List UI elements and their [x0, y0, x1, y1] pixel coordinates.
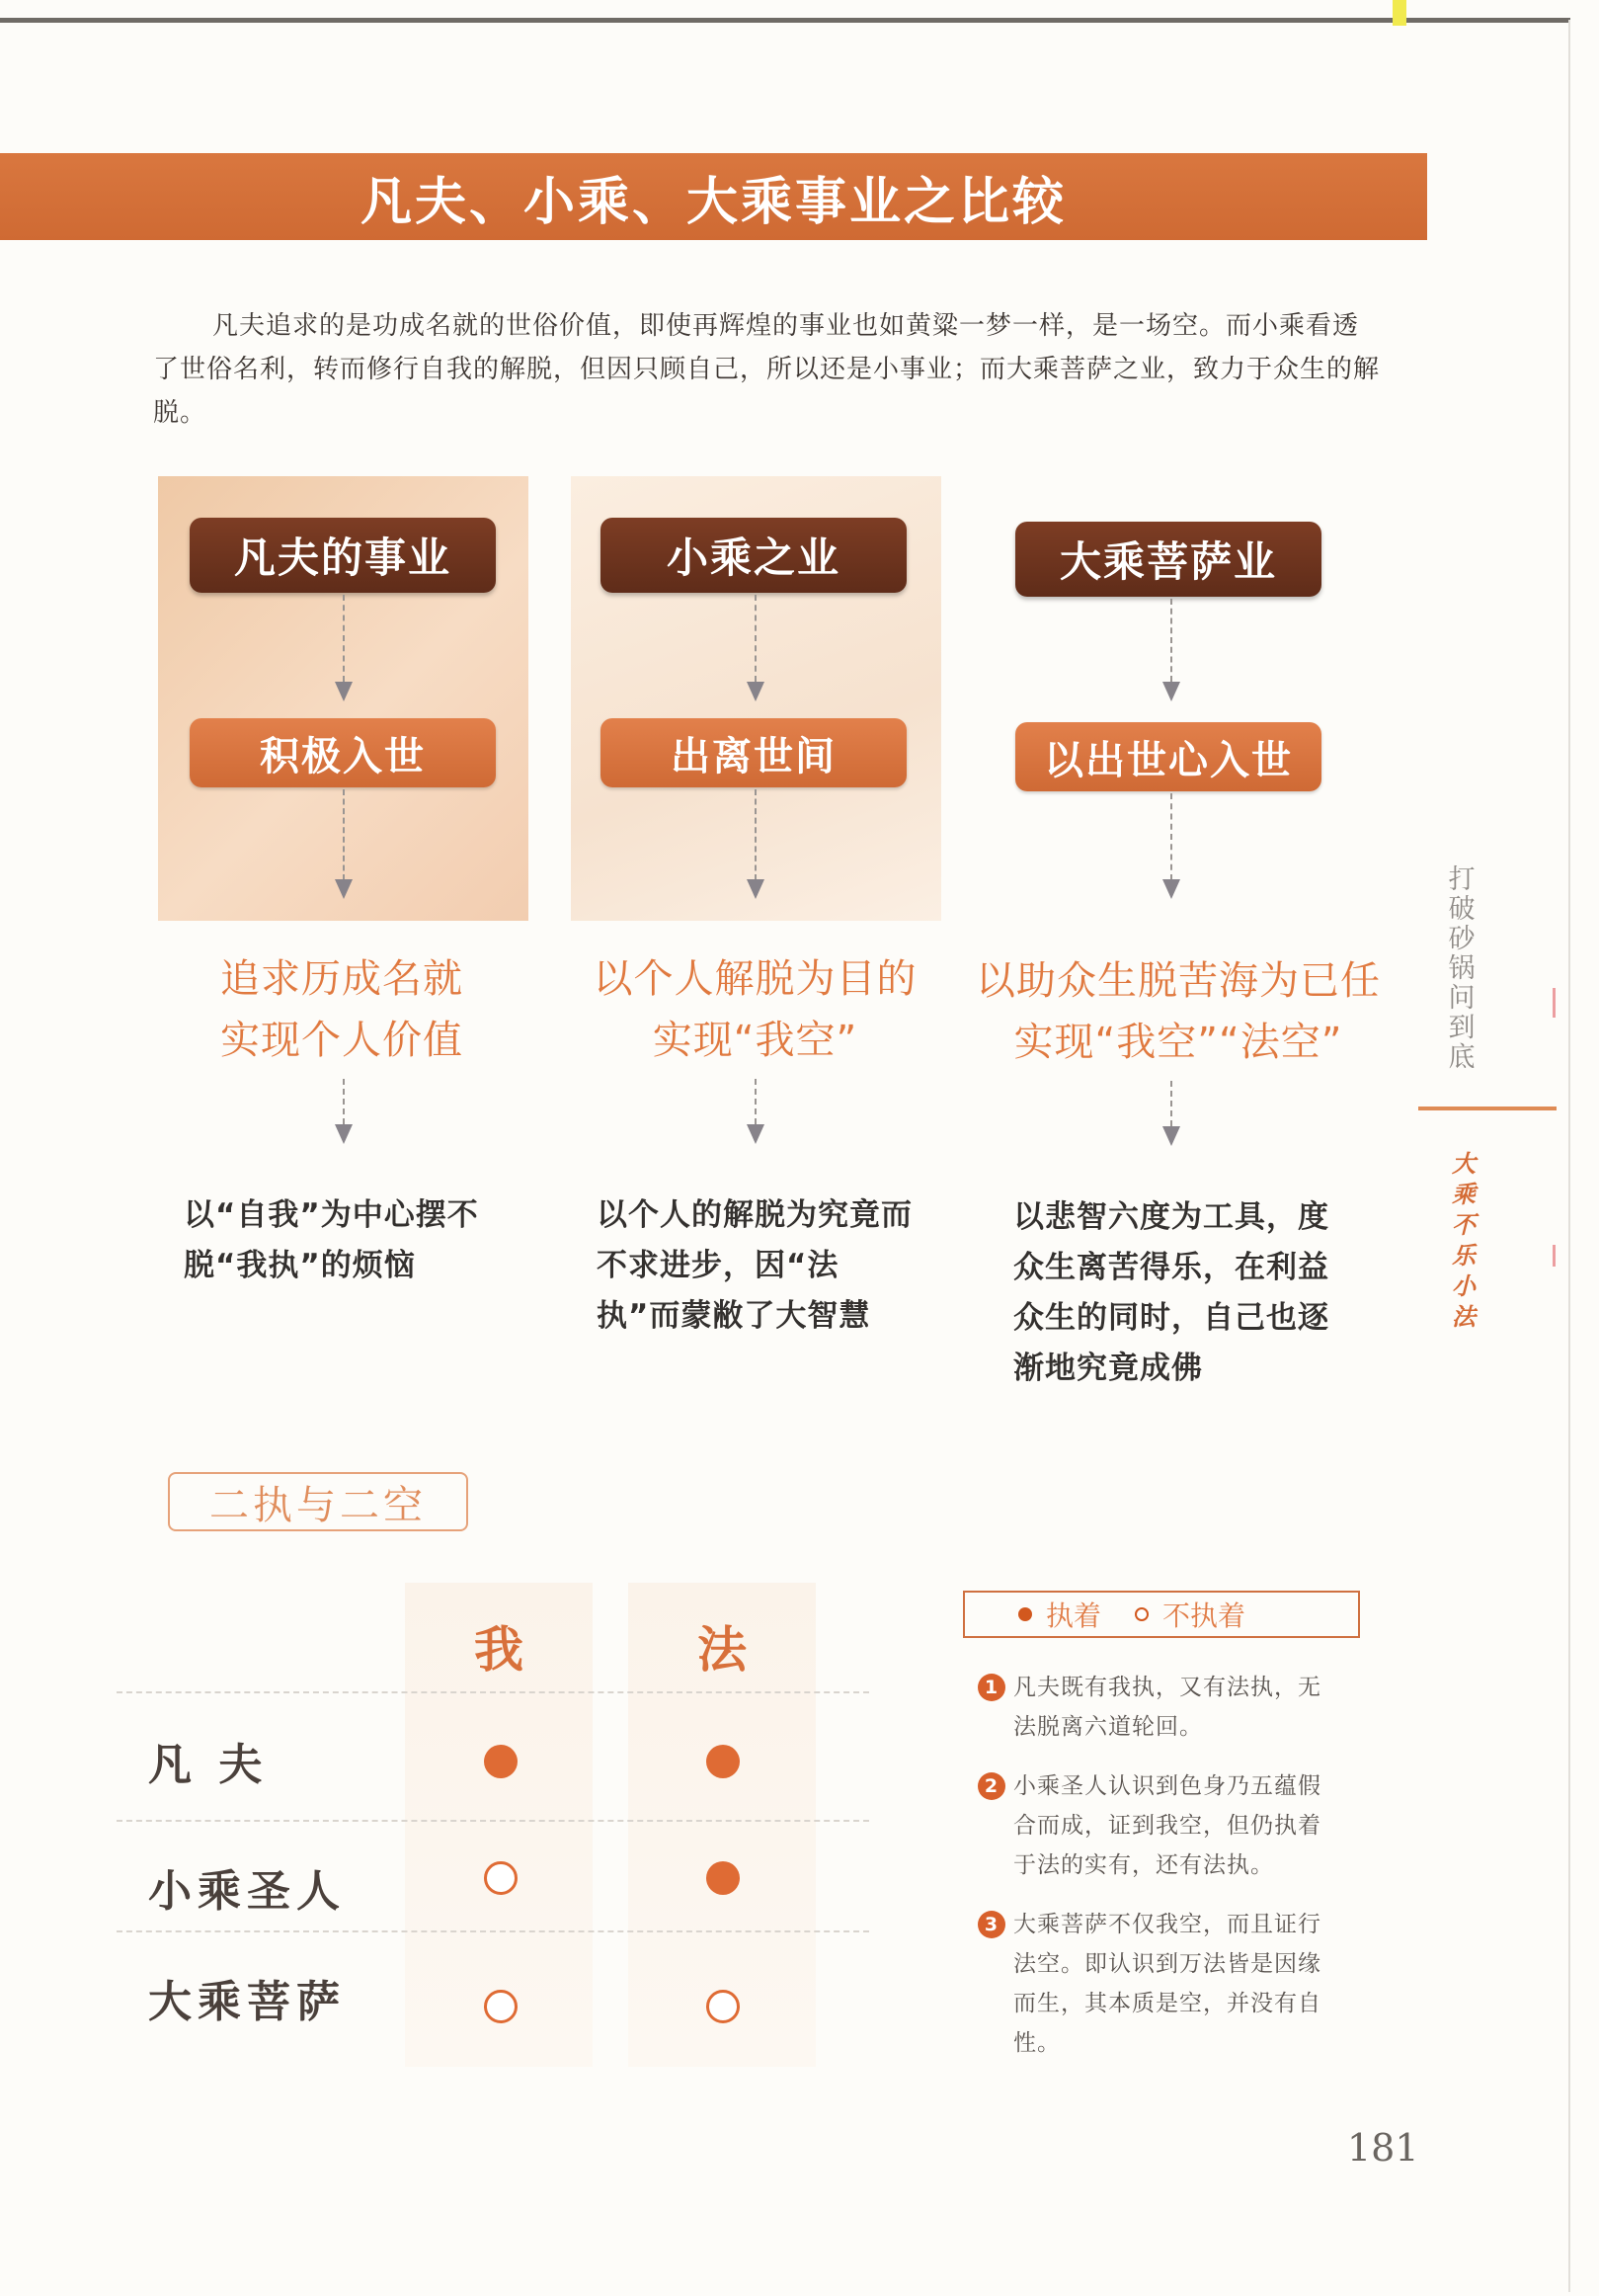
- column-3-description: 以悲智六度为工具，度众生离苦得乐，在利益众生的同时，自己也逐渐地究竟成佛: [1013, 1199, 1329, 1386]
- empty-dot-icon: [1135, 1607, 1149, 1621]
- column-2-step: 出离世间: [600, 718, 907, 787]
- column-2-header: 小乘之业: [600, 518, 907, 593]
- note-item: [978, 1668, 1343, 1747]
- side-tab-rule: [1418, 1107, 1557, 1110]
- connector-line: [1170, 793, 1172, 880]
- note-item: [978, 1905, 1343, 2063]
- intro-paragraph: 凡夫追求的是功成名就的世俗价值，即使再辉煌的事业也如黄粱一梦一样，是一场空。而小乘看透了世俗名利，转而修行自我的解脱，但因只顾自己，所以还是小事业；而大乘菩萨之业，致力于众生的解脱。: [153, 311, 1381, 428]
- connector-line: [755, 1079, 757, 1124]
- number-badge-icon: 2: [978, 1772, 1005, 1800]
- arrow-down-icon: [335, 682, 353, 701]
- table-divider: [117, 1820, 869, 1822]
- top-rule: [0, 18, 1570, 23]
- column-1-step: 积极入世: [190, 718, 496, 787]
- connector-line: [755, 595, 757, 682]
- table-row-label: 凡 夫: [148, 1740, 269, 1790]
- column-3-step: 以出世心入世: [1015, 722, 1321, 791]
- connector-line: [1170, 1081, 1172, 1126]
- page-edge: [1568, 20, 1570, 2292]
- column-1-header: 凡夫的事业: [190, 518, 496, 593]
- result-line: 实现“我空”“法空”: [1013, 1020, 1343, 1065]
- dot-xiaocheng-fa: [706, 1861, 740, 1895]
- connector-line: [343, 1079, 345, 1124]
- column-1-result: [144, 948, 539, 1071]
- arrow-down-icon: [747, 1124, 764, 1144]
- column-3-result: [971, 950, 1386, 1073]
- arrow-down-icon: [1162, 682, 1180, 701]
- result-line: 以助众生脱苦海为已任: [976, 958, 1381, 1004]
- dot-xiaocheng-wo: [484, 1861, 518, 1895]
- legend-empty-label: 不执着: [1162, 1599, 1246, 1632]
- number-badge-icon: 3: [978, 1911, 1005, 1938]
- arrow-down-icon: [335, 1124, 353, 1144]
- page-title: 凡夫、小乘、大乘事业之比较: [360, 171, 1067, 232]
- section-label: 二执与二空: [168, 1472, 468, 1531]
- connector-line: [1170, 599, 1172, 682]
- filled-dot-icon: [1018, 1607, 1032, 1621]
- result-line: 追求历成名就: [220, 956, 463, 1002]
- legend: [963, 1591, 1360, 1638]
- column-3-header: 大乘菩萨业: [1015, 522, 1321, 597]
- arrow-down-icon: [1162, 1126, 1180, 1146]
- note-text: 大乘菩萨不仅我空，而且证行法空。即认识到万法皆是因缘而生，其本质是空，并没有自性。: [1013, 1912, 1321, 2056]
- dot-fanfu-wo: [484, 1745, 518, 1778]
- arrow-down-icon: [747, 682, 764, 701]
- edge-mark: [1553, 988, 1556, 1018]
- result-line: 实现个人价值: [220, 1018, 463, 1063]
- arrow-down-icon: [1162, 879, 1180, 899]
- table-divider: [117, 1930, 869, 1932]
- table-header-fa: 法: [697, 1620, 747, 1679]
- title-banner: [0, 153, 1427, 240]
- page-tab-mark: [1393, 0, 1406, 26]
- note-text: 小乘圣人认识到色身乃五蕴假合而成，证到我空，但仍执着于法的实有，还有法执。: [1013, 1773, 1321, 1878]
- table-row-label: 大乘菩萨: [148, 1977, 346, 2027]
- dot-fanfu-fa: [706, 1745, 740, 1778]
- arrow-down-icon: [335, 879, 353, 899]
- table-divider: [117, 1691, 869, 1693]
- number-badge-icon: 1: [978, 1674, 1005, 1701]
- edge-mark: [1553, 1245, 1556, 1267]
- column-1-description: 以“自我”为中心摆不脱“我执”的烦恼: [184, 1197, 479, 1283]
- column-2-result: [555, 948, 955, 1071]
- column-2-description: 以个人的解脱为究竟而不求进步，因“法执”而蒙敝了大智慧: [597, 1197, 913, 1334]
- side-tab-title: 打破砂锅问到底: [1448, 864, 1476, 1073]
- dot-dacheng-wo: [484, 1990, 518, 2023]
- table-header-wo: 我: [474, 1620, 523, 1679]
- connector-line: [755, 789, 757, 880]
- arrow-down-icon: [747, 879, 764, 899]
- table-row-label: 小乘圣人: [148, 1866, 346, 1917]
- legend-filled-label: 执着: [1046, 1599, 1102, 1632]
- connector-line: [343, 789, 345, 880]
- page-number: 181: [1347, 2126, 1419, 2170]
- connector-line: [343, 595, 345, 682]
- result-line: 以个人解脱为目的: [593, 956, 918, 1002]
- side-tab-subtitle: 大乘不乐小法: [1452, 1150, 1476, 1331]
- note-text: 凡夫既有我执，又有法执，无法脱离六道轮回。: [1013, 1675, 1321, 1740]
- result-line: 实现“我空”: [652, 1018, 858, 1063]
- note-item: [978, 1766, 1343, 1885]
- dot-dacheng-fa: [706, 1990, 740, 2023]
